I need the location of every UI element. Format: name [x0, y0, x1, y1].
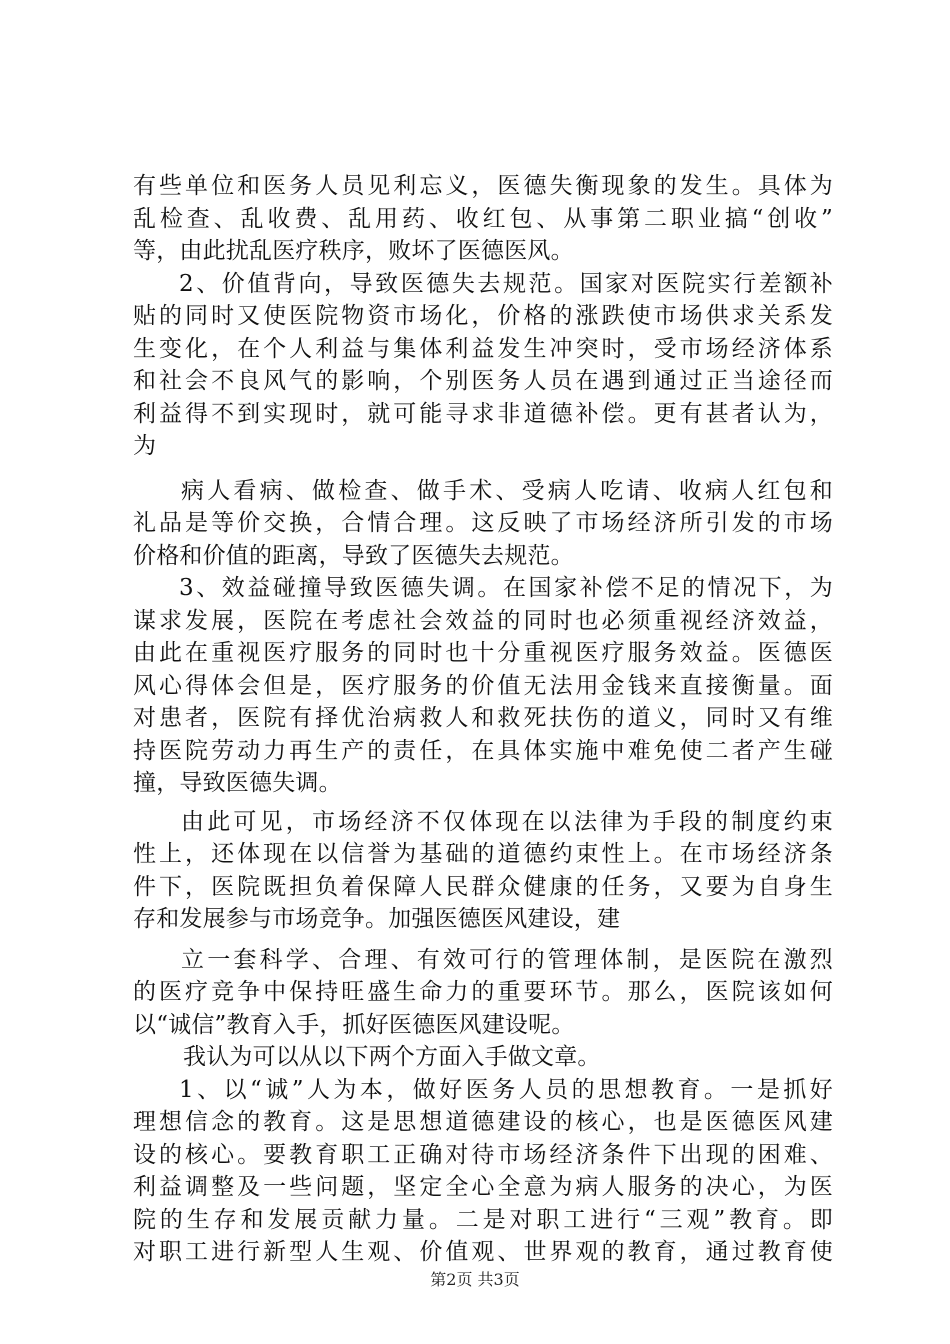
text-line: 2、价值背向，导致医德失去规范。国家对医院实行差额补 [179, 270, 833, 297]
page-footer [0, 1270, 950, 1290]
text-line: 对患者，医院有择优治病救人和救死扶伤的道义，同时又有维 [133, 705, 833, 731]
text-line: 持医院劳动力再生产的责任，在具体实施中难免使二者产生碰 [133, 737, 833, 764]
text-line: 对职工进行新型人生观、价值观、世界观的教育，通过教育使 [133, 1239, 833, 1265]
text-line: 风心得体会但是，医疗服务的价值无法用金钱来直接衡量。面 [133, 672, 833, 699]
text-line: 由此在重视医疗服务的同时也十分重视医疗服务效益。医德医 [133, 640, 833, 666]
text-line: 生变化，在个人利益与集体利益发生冲突时，受市场经济体系 [133, 335, 833, 362]
text-line: 有些单位和医务人员见利忘义，医德失衡现象的发生。具体为 [133, 173, 833, 199]
text-line: 存和发展参与市场竞争。加强医德医风建设，建 [133, 906, 621, 932]
text-line: 价格和价值的距离，导致了医德失去规范。 [133, 542, 574, 569]
text-line: 乱检查、乱收费、乱用药、收红包、从事第二职业搞“创收” [133, 205, 833, 232]
text-line: 院的生存和发展贡献力量。二是对职工进行“三观”教育。即 [133, 1206, 833, 1233]
text-line: 利益调整及一些问题，坚定全心全意为病人服务的决心，为医 [133, 1174, 833, 1200]
text-line: 的医疗竞争中保持旺盛生命力的重要环节。那么，医院该如何 [133, 979, 833, 1005]
text-line: 件下，医院既担负着保障人民群众健康的任务，又要为自身生 [133, 873, 833, 900]
text-line: 贴的同时又使医院物资市场化，价格的涨跌使市场供求关系发 [133, 303, 833, 329]
page-number-label: 第2页 共3页 [430, 1270, 520, 1289]
text-line: 1、以“诚”人为本，做好医务人员的思想教育。一是抓好 [179, 1076, 833, 1103]
text-line: 理想信念的教育。这是思想道德建设的核心，也是医德医风建 [133, 1109, 833, 1135]
text-line: 病人看病、做检查、做手术、受病人吃请、收病人红包和 [181, 477, 833, 504]
text-line: 谋求发展，医院在考虑社会效益的同时也必须重视经济效益， [133, 607, 833, 634]
text-line: 礼品是等价交换，合情合理。这反映了市场经济所引发的市场 [133, 510, 833, 536]
text-line: 等，由此扰乱医疗秩序，败坏了医德医风。 [133, 238, 574, 264]
text-line: 设的核心。要教育职工正确对待市场经济条件下出现的困难、 [133, 1141, 833, 1168]
text-line: 3、效益碰撞导致医德失调。在国家补偿不足的情况下，为 [179, 575, 833, 601]
text-line: 我认为可以从以下两个方面入手做文章。 [183, 1044, 601, 1070]
text-line: 为 [133, 433, 157, 459]
text-line: 撞，导致医德失调。 [133, 770, 342, 796]
document-body [133, 170, 833, 1269]
text-line: 性上，还体现在以信誉为基础的道德约束性上。在市场经济条 [133, 841, 833, 867]
text-line: 以“诚信”教育入手，抓好医德医风建设呢。 [133, 1011, 575, 1038]
text-line: 利益得不到实现时，就可能寻求非道德补偿。更有甚者认为， [133, 400, 833, 427]
text-line: 由此可见，市场经济不仅体现在以法律为手段的制度约束 [181, 808, 833, 835]
text-line: 和社会不良风气的影响，个别医务人员在遇到通过正当途径而 [133, 368, 833, 394]
text-line: 立一套科学、合理、有效可行的管理体制，是医院在激烈 [181, 946, 833, 973]
